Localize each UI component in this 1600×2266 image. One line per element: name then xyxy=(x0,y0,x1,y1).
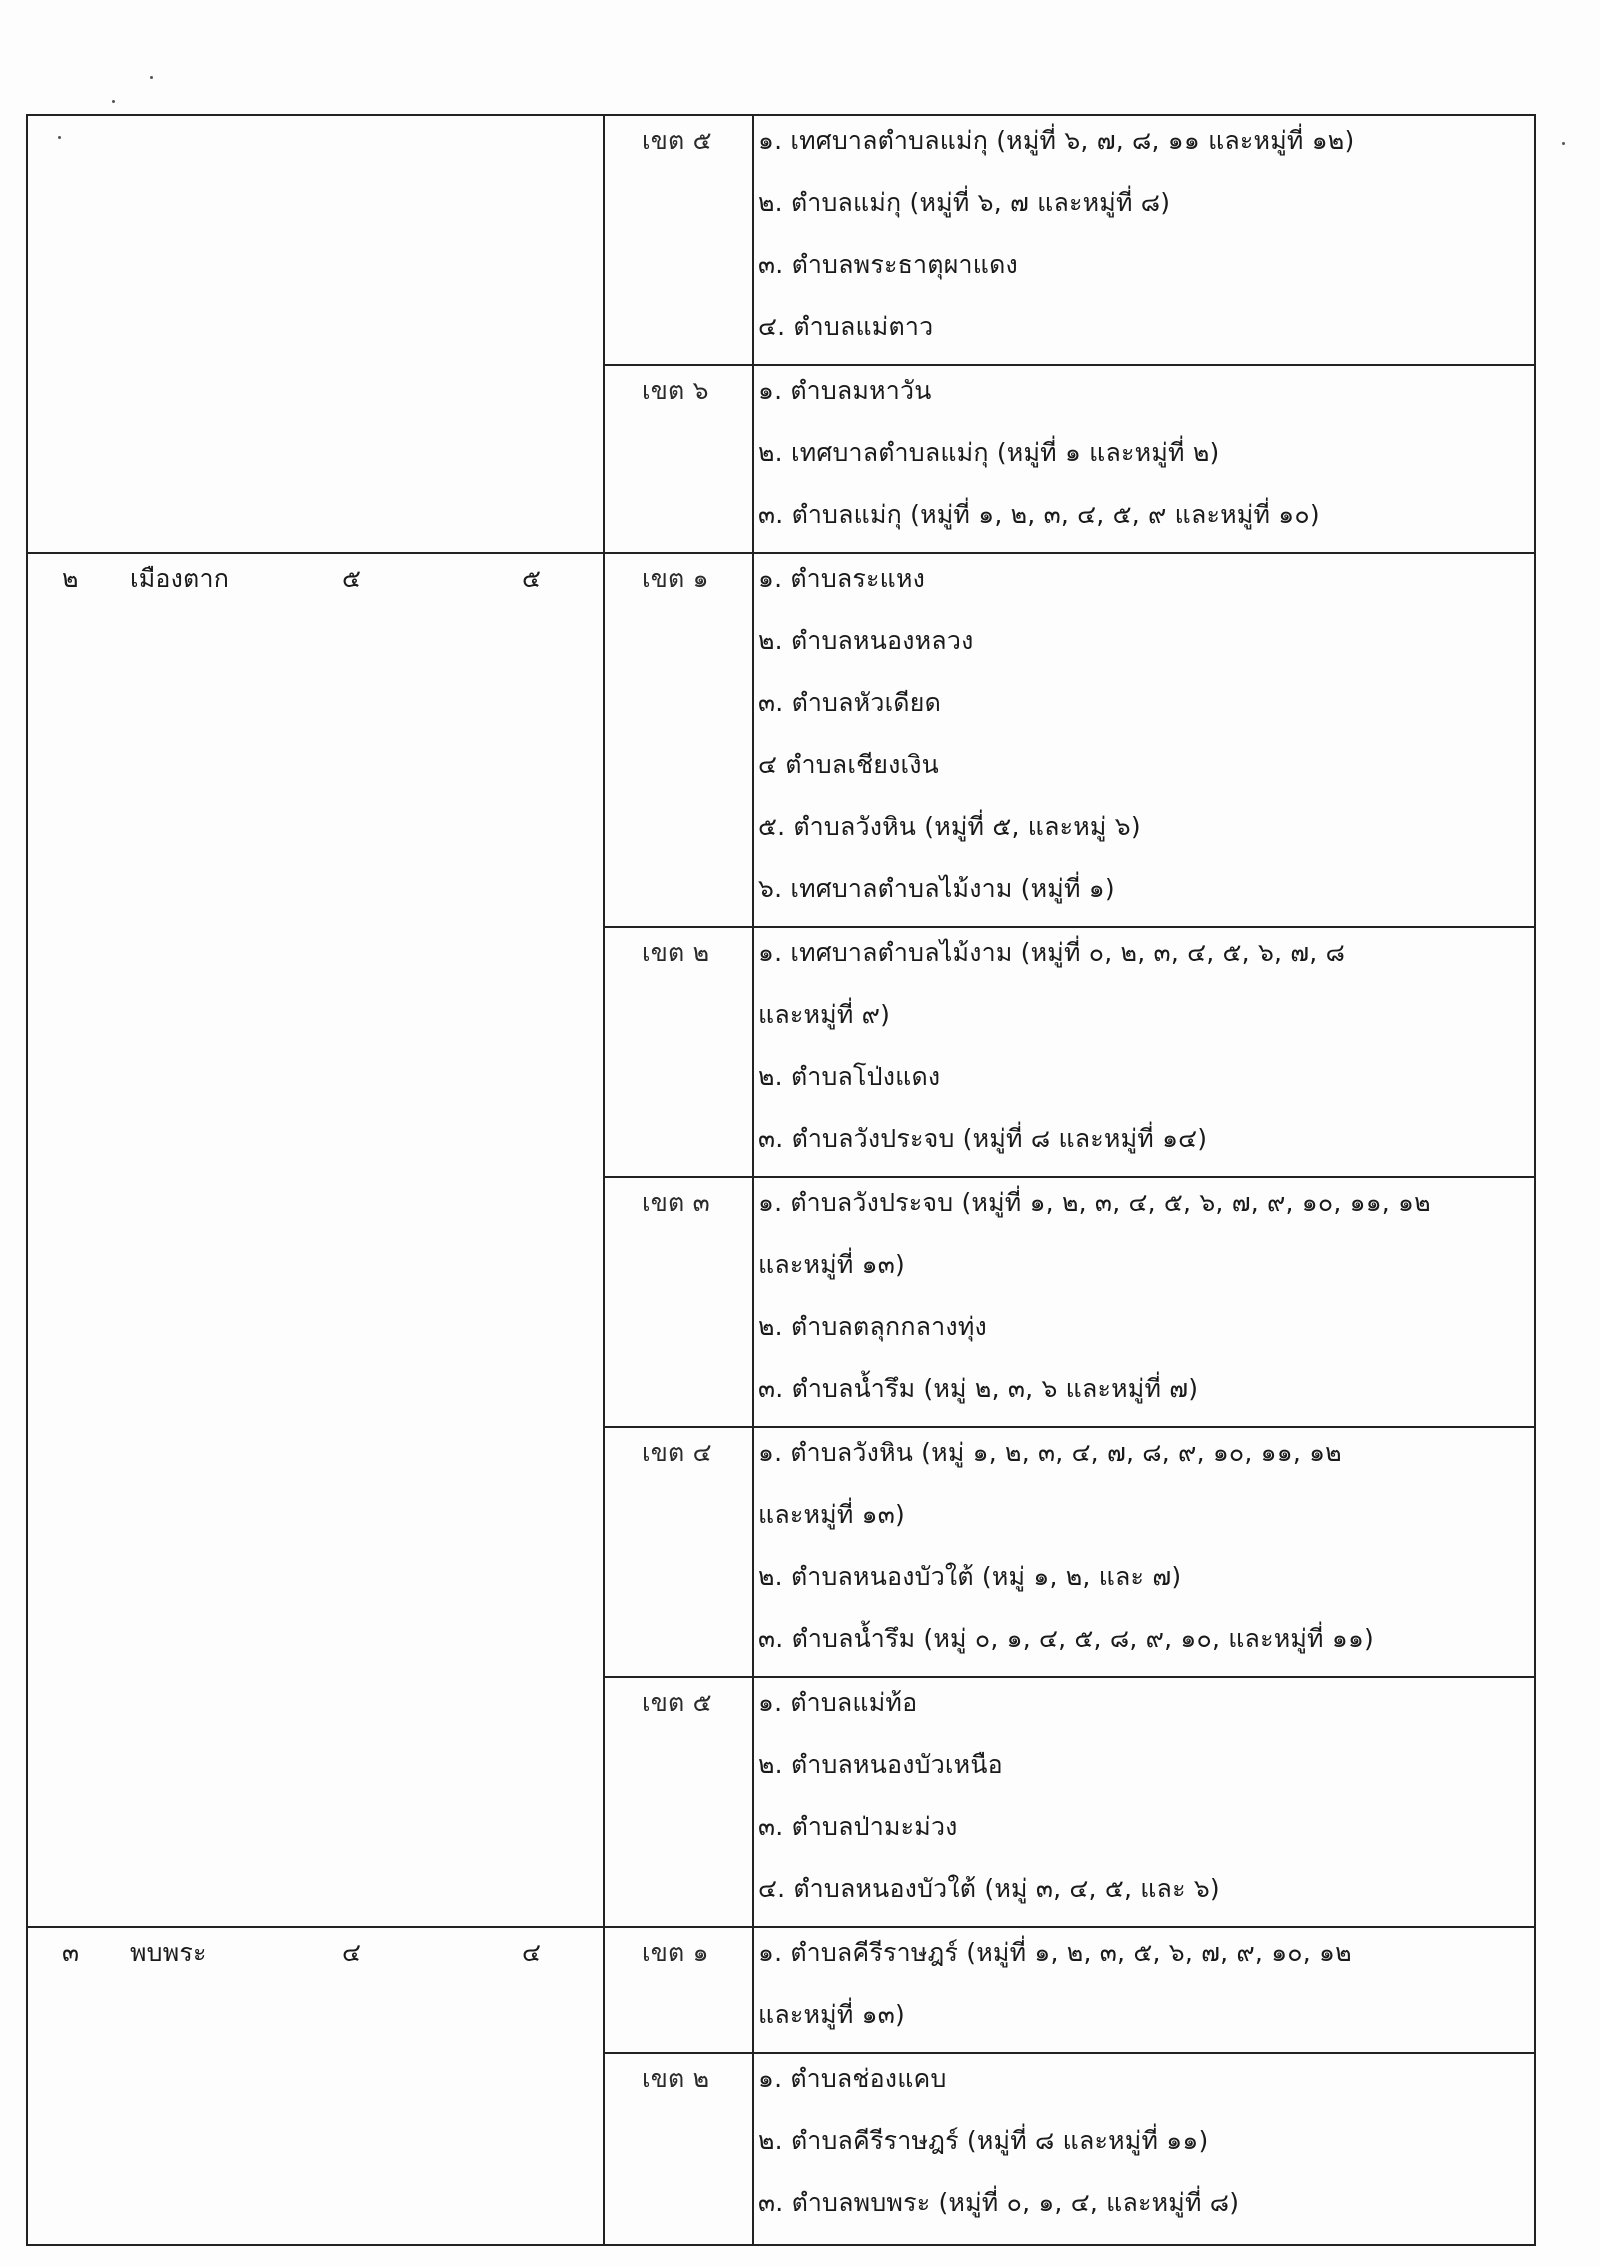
area-item: ๑. เทศบาลตำบลแม่กุ (หมู่ที่ ๖, ๗, ๘, ๑๑ และหมู่ที่ ๑๒) xyxy=(758,126,1355,155)
zone-count: ๔ xyxy=(342,1938,362,1967)
column-divider xyxy=(603,114,605,2246)
area-item: ๑. ตำบลวังหิน (หมู่ ๑, ๒, ๓, ๔, ๗, ๘, ๙, ๑๐, ๑๑, ๑๒ xyxy=(758,1438,1342,1467)
zone-divider xyxy=(603,1676,1536,1678)
zone-label: เขต ๒ xyxy=(642,938,710,967)
area-item: และหมู่ที่ ๑๓) xyxy=(758,2000,905,2029)
area-item: ๖. เทศบาลตำบลไม้งาม (หมู่ที่ ๑) xyxy=(758,874,1115,903)
area-item: ๑. ตำบลช่องแคบ xyxy=(758,2064,947,2093)
area-item: ๒. เทศบาลตำบลแม่กุ (หมู่ที่ ๑ และหมู่ที่ ๒) xyxy=(758,438,1220,467)
zone-divider xyxy=(603,1426,1536,1428)
area-item: และหมู่ที่ ๑๓) xyxy=(758,1500,905,1529)
area-item: ๓. ตำบลน้ำรึม (หมู่ ๒, ๓, ๖ และหมู่ที่ ๗) xyxy=(758,1374,1199,1403)
area-item: ๒. ตำบลโป่งแดง xyxy=(758,1062,941,1091)
area-item: ๒. ตำบลหนองบัวเหนือ xyxy=(758,1750,1003,1779)
district-name: เมืองตาก xyxy=(130,564,230,593)
area-item: ๑. ตำบลมหาวัน xyxy=(758,376,932,405)
area-item: และหมู่ที่ ๙) xyxy=(758,1000,891,1029)
area-item: และหมู่ที่ ๑๓) xyxy=(758,1250,905,1279)
area-item: ๑. ตำบลแม่ท้อ xyxy=(758,1688,918,1717)
area-item: ๔. ตำบลแม่ตาว xyxy=(758,312,934,341)
constituency-count: ๕ xyxy=(522,564,542,593)
area-item: ๓. ตำบลวังประจบ (หมู่ที่ ๘ และหมู่ที่ ๑๔) xyxy=(758,1124,1208,1153)
area-item: ๓. ตำบลหัวเดียด xyxy=(758,688,942,717)
column-divider xyxy=(752,114,754,2246)
zone-divider xyxy=(603,364,1536,366)
scan-speck xyxy=(1562,142,1565,145)
area-item: ๒. ตำบลตลุกกลางทุ่ง xyxy=(758,1312,987,1341)
row-divider xyxy=(26,1926,1536,1928)
area-item: ๑. ตำบลคีรีราษฎร์ (หมู่ที่ ๑, ๒, ๓, ๕, ๖, ๗, ๙, ๑๐, ๑๒ xyxy=(758,1938,1352,1967)
area-item: ๔ ตำบลเชียงเงิน xyxy=(758,750,939,779)
district-name: พบพระ xyxy=(130,1938,207,1967)
row-number: ๓ xyxy=(62,1938,80,1967)
area-item: ๕. ตำบลวังหิน (หมู่ที่ ๕, และหมู่ ๖) xyxy=(758,812,1141,841)
zone-divider xyxy=(603,1176,1536,1178)
area-item: ๓. ตำบลน้ำรึม (หมู่ ๐, ๑, ๔, ๕, ๘, ๙, ๑๐, และหมู่ที่ ๑๑) xyxy=(758,1624,1374,1653)
scan-speck xyxy=(112,100,115,103)
zone-label: เขต ๒ xyxy=(642,2064,710,2093)
scan-speck xyxy=(150,76,153,79)
area-item: ๑. ตำบลวังประจบ (หมู่ที่ ๑, ๒, ๓, ๔, ๕, ๖, ๗, ๙, ๑๐, ๑๑, ๑๒ xyxy=(758,1188,1431,1217)
zone-label: เขต ๑ xyxy=(642,1938,709,1967)
zone-label: เขต ๕ xyxy=(642,1688,712,1717)
zone-divider xyxy=(603,926,1536,928)
zone-divider xyxy=(603,2052,1536,2054)
row-number: ๒ xyxy=(62,564,79,593)
constituency-count: ๔ xyxy=(522,1938,542,1967)
area-item: ๓. ตำบลพบพระ (หมู่ที่ ๐, ๑, ๔, และหมู่ที่ ๘) xyxy=(758,2188,1240,2217)
zone-count: ๕ xyxy=(342,564,362,593)
area-item: ๑. ตำบลระแหง xyxy=(758,564,926,593)
area-item: ๓. ตำบลป่ามะม่วง xyxy=(758,1812,958,1841)
area-item: ๒. ตำบลคีรีราษฎร์ (หมู่ที่ ๘ และหมู่ที่ ๑๑) xyxy=(758,2126,1209,2155)
area-item: ๓. ตำบลพระธาตุผาแดง xyxy=(758,250,1018,279)
area-item: ๓. ตำบลแม่กุ (หมู่ที่ ๑, ๒, ๓, ๔, ๕, ๙ และหมู่ที่ ๑๐) xyxy=(758,500,1320,529)
zone-label: เขต ๑ xyxy=(642,564,709,593)
zone-label: เขต ๖ xyxy=(642,376,709,405)
area-item: ๑. เทศบาลตำบลไม้งาม (หมู่ที่ ๐, ๒, ๓, ๔, ๕, ๖, ๗, ๘ xyxy=(758,938,1346,967)
area-item: ๔. ตำบลหนองบัวใต้ (หมู่ ๓, ๔, ๕, และ ๖) xyxy=(758,1874,1220,1903)
zone-label: เขต ๓ xyxy=(642,1188,710,1217)
row-divider xyxy=(26,552,1536,554)
area-item: ๒. ตำบลหนองบัวใต้ (หมู่ ๑, ๒, และ ๗) xyxy=(758,1562,1182,1591)
area-item: ๒. ตำบลแม่กุ (หมู่ที่ ๖, ๗ และหมู่ที่ ๘) xyxy=(758,188,1171,217)
zone-label: เขต ๕ xyxy=(642,126,712,155)
area-item: ๒. ตำบลหนองหลวง xyxy=(758,626,974,655)
zone-label: เขต ๔ xyxy=(642,1438,712,1467)
